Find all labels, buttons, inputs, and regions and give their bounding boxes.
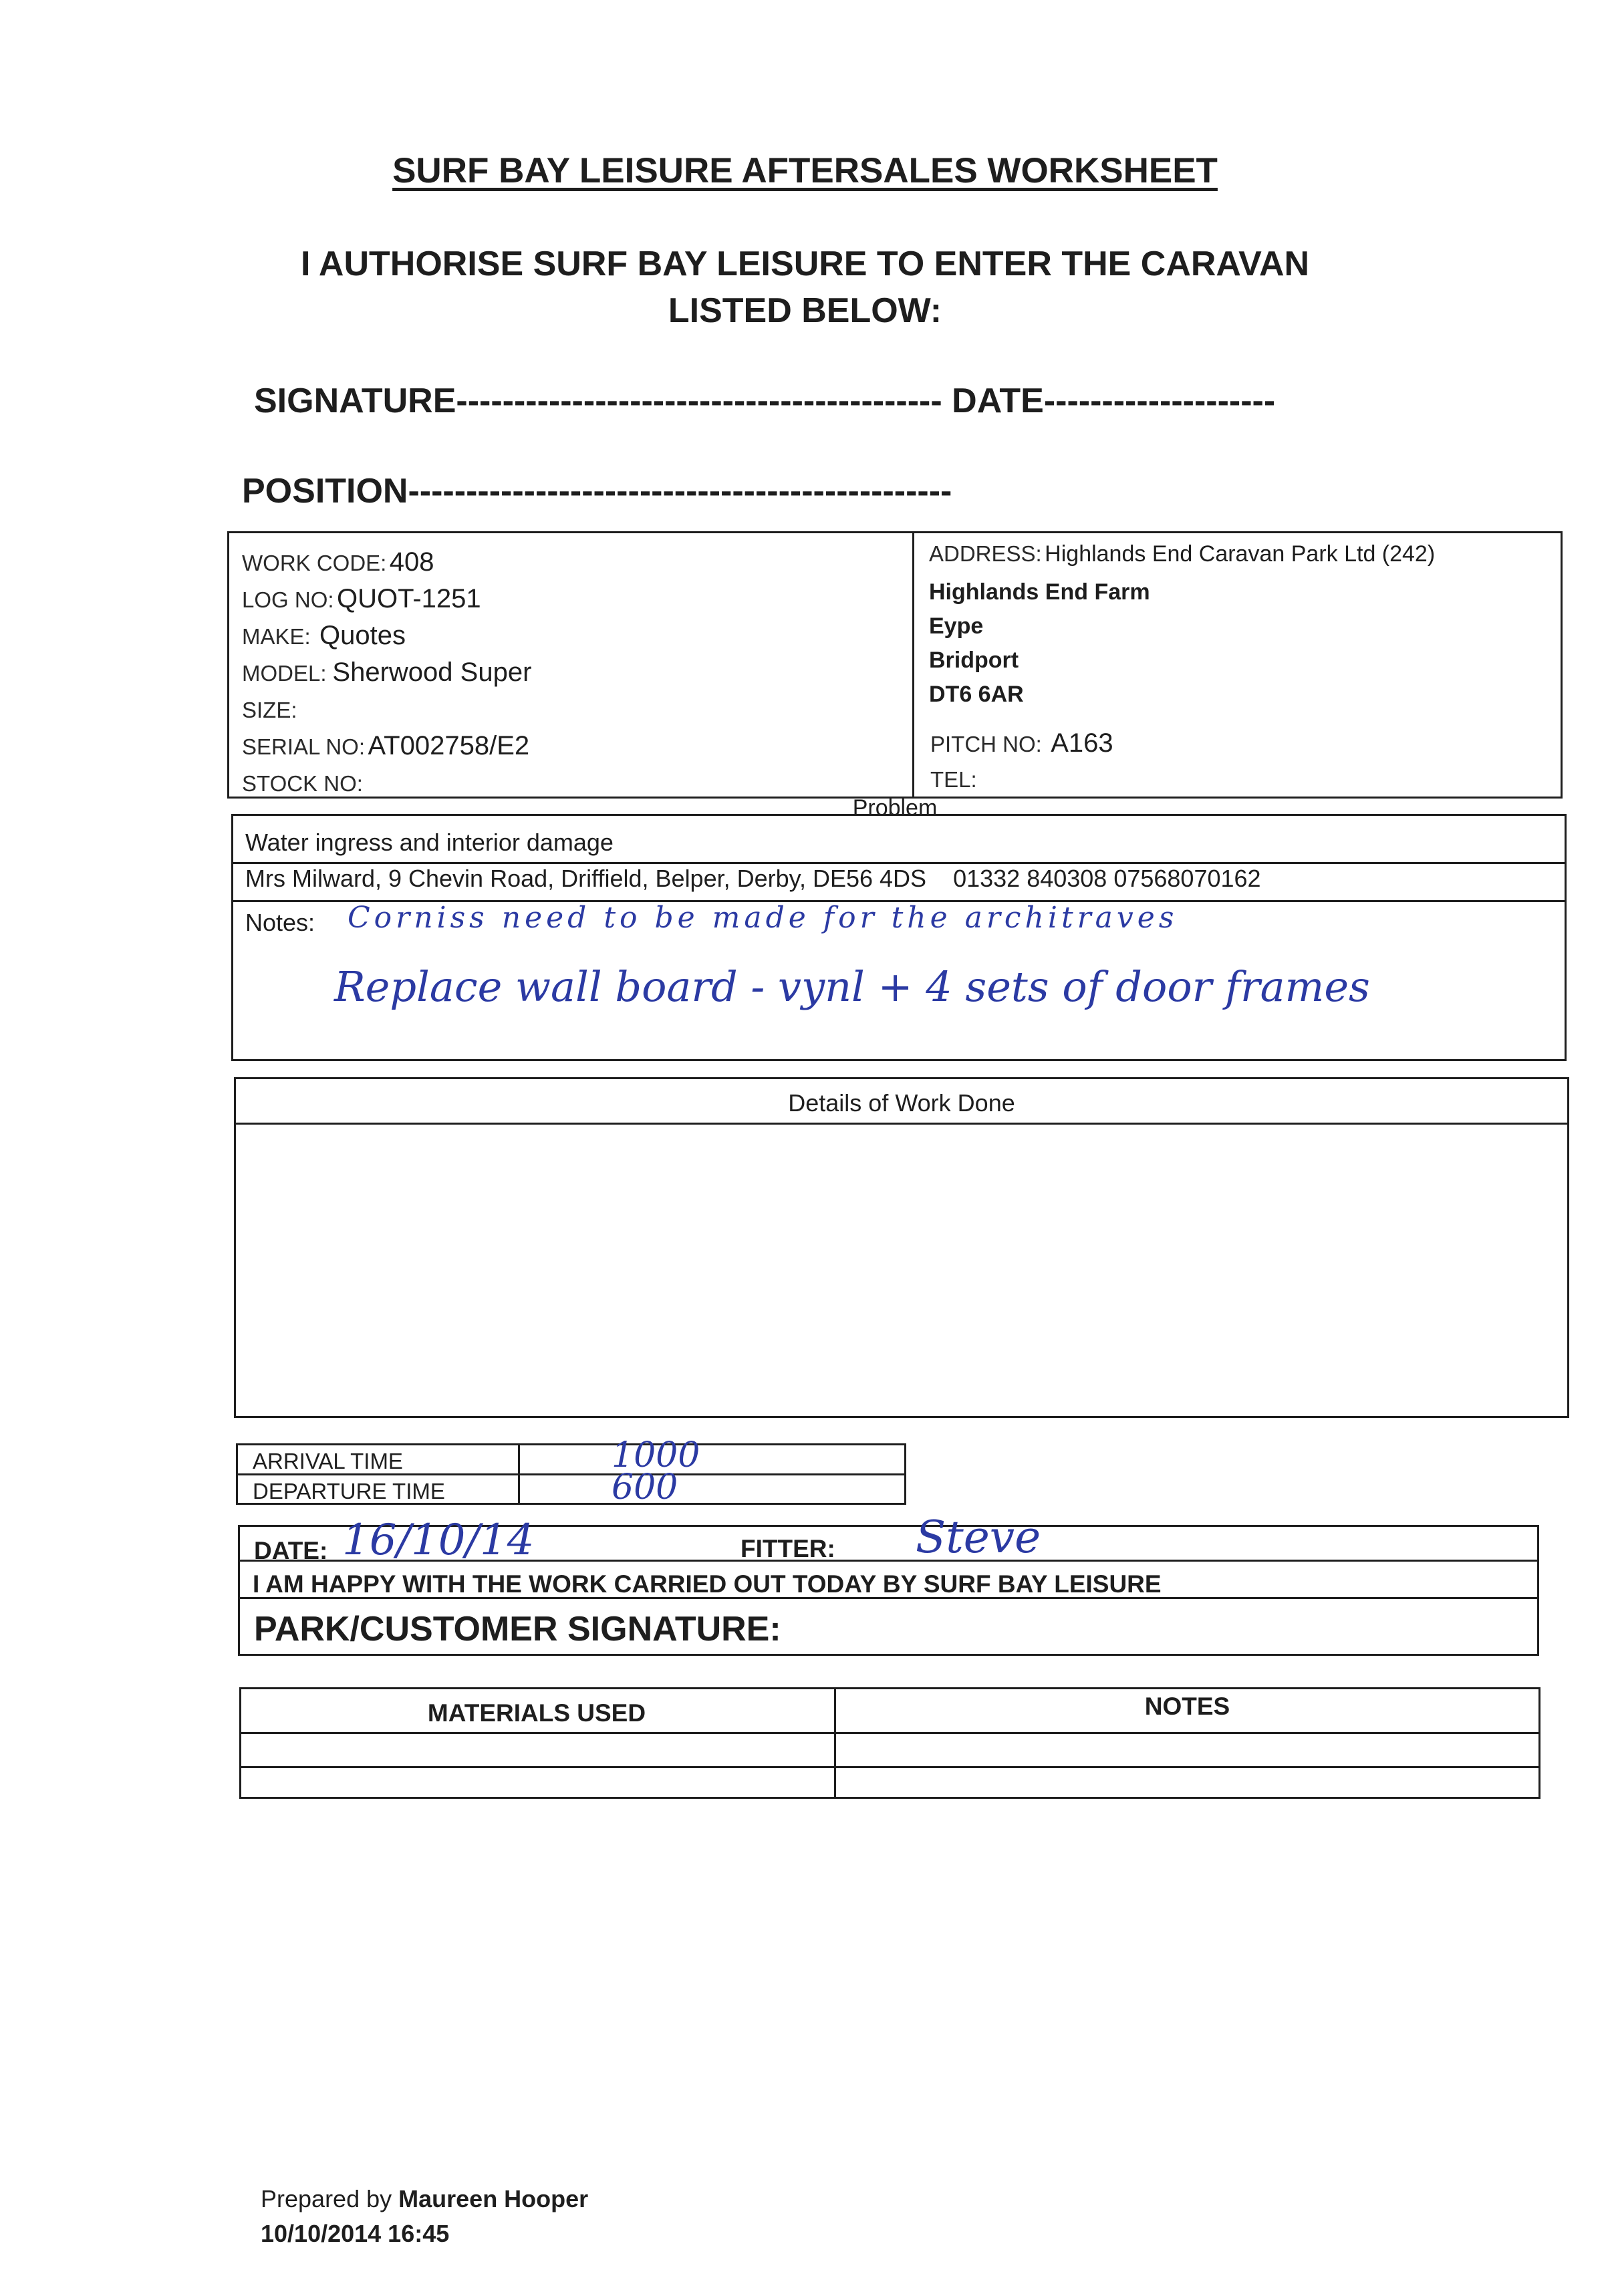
problem-heading: Problem [852,795,938,821]
notes-label: Notes: [245,909,315,936]
make-label: MAKE: [242,624,311,649]
notes-header: NOTES [1144,1693,1230,1720]
problem-description: Water ingress and interior damage [245,829,614,856]
notes-handwritten-line-1: Corniss need to be made for the architraves [348,901,1178,935]
work-code-label: WORK CODE: [242,551,387,575]
address-details [929,537,1435,712]
tel-row [930,764,977,794]
departure-time-value[interactable]: 600 [612,1467,678,1508]
model-label: MODEL: [242,661,327,686]
address-line-4: Bridport [929,648,1019,673]
customer-address: Mrs Milward, 9 Chevin Road, Driffield, Belper, Derby, DE56 4DS [245,865,927,892]
signature-line[interactable]: ------------------------------------------ [456,382,942,420]
prepared-by [261,2185,588,2213]
pitch-no-value: A163 [1051,728,1113,758]
make-value: Quotes [319,621,406,650]
signature-row [254,381,1275,421]
fitter-value[interactable]: Steve [916,1512,1041,1563]
worksheet-title: SURF BAY LEISURE AFTERSALES WORKSHEET [392,151,1218,190]
address-label: ADDRESS: [929,541,1042,566]
address-line-3: Eype [929,613,984,639]
size-label: SIZE: [242,698,297,722]
pitch-row [930,728,1113,758]
materials-row-divider-2 [239,1766,1540,1768]
prepared-by-name: Maureen Hooper [398,2185,589,2212]
date-line[interactable]: -------------------- [1043,382,1276,420]
customer-signature-label: PARK/CUSTOMER SIGNATURE: [254,1610,781,1648]
date-label: DATE [952,382,1044,420]
arrival-time-label: ARRIVAL TIME [253,1449,403,1473]
position-line[interactable]: ----------------------------------------------- [408,472,952,511]
signoff-date-label: DATE: [254,1537,328,1564]
pitch-no-label: PITCH NO: [930,732,1042,756]
tel-label: TEL: [930,767,977,792]
satisfaction-statement: I AM HAPPY WITH THE WORK CARRIED OUT TODAY BY SURF BAY LEISURE [253,1570,1162,1598]
position-row [242,471,952,511]
authorisation-line-2: LISTED BELOW: [668,291,942,330]
address-line-2: Highlands End Farm [929,579,1150,605]
fitter-label: FITTER: [741,1535,835,1562]
prepared-by-label: Prepared by [261,2185,392,2212]
model-value: Sherwood Super [332,658,532,687]
customer-row [245,865,1261,893]
work-done-heading: Details of Work Done [788,1089,1015,1117]
prepared-timestamp: 10/10/2014 16:45 [261,2220,450,2247]
customer-phones: 01332 840308 07568070162 [953,865,1261,892]
notes-handwritten-line-2: Replace wall board - vynl + 4 sets of door frames [334,962,1370,1011]
address-line-1: Highlands End Caravan Park Ltd (242) [1045,541,1436,567]
times-column-divider [518,1443,520,1505]
serial-no-label: SERIAL NO: [242,734,365,759]
position-label: POSITION [242,472,408,511]
work-done-divider [234,1123,1569,1125]
log-no-label: LOG NO: [242,587,334,612]
stock-no-label: STOCK NO: [242,771,363,796]
arrival-time-value[interactable]: 1000 [612,1435,700,1475]
signature-label: SIGNATURE [254,382,456,420]
serial-no-value: AT002758/E2 [368,731,530,760]
signoff-date-value[interactable]: 16/10/14 [342,1516,535,1565]
work-code-value: 408 [389,547,434,577]
log-no-value: QUOT-1251 [336,584,481,613]
materials-used-header: MATERIALS USED [427,1699,646,1727]
problem-divider-1 [231,862,1567,864]
unit-details [242,547,531,804]
work-done-box[interactable] [234,1077,1569,1418]
address-line-5: DT6 6AR [929,682,1024,707]
materials-row-divider-1 [239,1732,1540,1734]
departure-time-label: DEPARTURE TIME [253,1479,445,1503]
unit-address-divider [912,531,914,799]
authorisation-line-1: I AUTHORISE SURF BAY LEISURE TO ENTER THE CARAVAN [300,245,1310,283]
